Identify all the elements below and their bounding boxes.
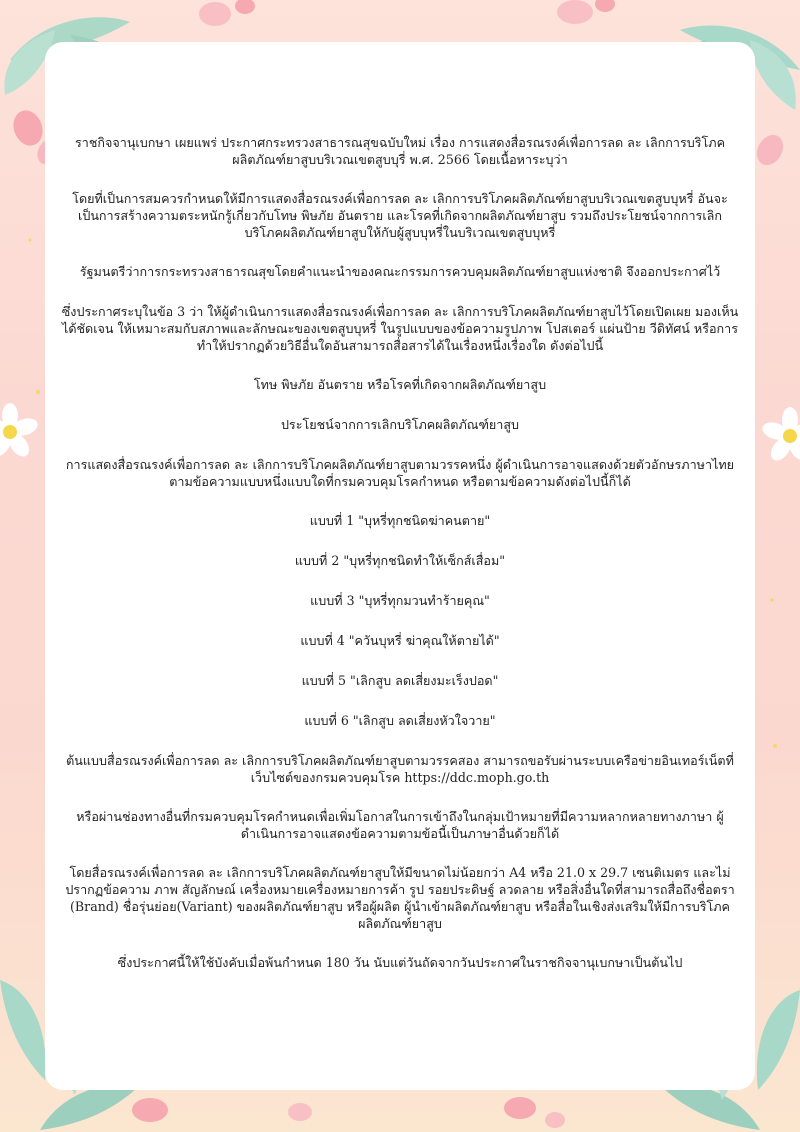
article-effective-date: ซึ่งประกาศนี้ให้ใช้บังคับเมื่อพ้นกำหนด 180 วัน นับแต่วันถัดจากวันประกาศในราชกิจจานุเบกษาเป็นต้นไป: [117, 955, 683, 970]
article-card: [45, 42, 755, 1090]
article-minister-statement: รัฐมนตรีว่าการกระทรวงสาธารณสุขโดยคำแนะนำของคณะกรรมการควบคุมผลิตภัณฑ์ยาสูบแห่งชาติ จึงออกประกาศไว้: [79, 264, 721, 279]
article-intro: ราชกิจจานุเบกษา เผยแพร่ ประกาศกระทรวงสาธารณสุขฉบับใหม่ เรื่อง การแสดงสื่อรณรงค์เพื่อการลด ละ เลิกการบริโภคผลิตภัณฑ์ยาสูบบริเวณเขตสูบบุรี่ พ.ศ. 2566 โดยเนื้อหาระบุว่า: [74, 135, 726, 167]
list-item-harms: โทษ พิษภัย อันตราย หรือโรคที่เกิดจากผลิตภัณฑ์ยาสูบ: [253, 377, 547, 392]
article-template-source: ต้นแบบสื่อรณรงค์เพื่อการลด ละ เลิกการบริโภคผลิตภัณฑ์ยาสูบตามวรรคสอง สามารถขอรับผ่านระบบเครือข่ายอินเทอร์เน็ตที่เว็บไซต์ของกรมควบคุมโรค https://ddc.moph.go.th: [66, 753, 734, 785]
message-option-4: แบบที่ 4 "ควันบุหรี่ ฆ่าคุณให้ตายได้": [300, 633, 500, 648]
message-option-3: แบบที่ 3 "บุหรี่ทุกมวนทำร้ายคุณ": [310, 593, 490, 608]
message-option-1: แบบที่ 1 "บุหรี่ทุกชนิดฆ่าคนตาย": [309, 513, 491, 528]
article-size-requirements: โดยสื่อรณรงค์เพื่อการลด ละ เลิกการบริโภคผลิตภัณฑ์ยาสูบให้มีขนาดไม่น้อยกว่า A4 หรือ 21.0 x 29.7 เซนติเมตร และไม่ปรากฏข้อความ ภาพ สัญลักษณ์ เครื่องหมายเครื่องหมายการค้า รูป รอยประดิษฐ์ ลวดลาย หรือสิ่งอื่นใดที่สามารถสื่อถึงชื่อตรา (Brand) ชื่อรุ่นย่อย(Variant) ของผลิตภัณฑ์ยาสูบ หรือผู้ผลิต ผู้นำเข้าผลิตภัณฑ์ยาสูบ หรือสื่อในเชิงส่งเสริมให้มีการบริโภคผลิตภัณฑ์ยาสูบ: [65, 865, 735, 931]
article-message-options: การแสดงสื่อรณรงค์เพื่อการลด ละ เลิกการบริโภคผลิตภัณฑ์ยาสูบตามวรรคหนึ่ง ผู้ดำเนินการอาจแสดงด้วยตัวอักษรภาษาไทยตามข้อความแบบหนึ่งแบบใดที่กรมควบคุมโรคกำหนด หรือตามข้อความดังต่อไปนี้ก็ได้: [65, 457, 735, 489]
article-other-channels: หรือผ่านช่องทางอื่นที่กรมควบคุมโรคกำหนดเพื่อเพิ่มโอกาสในการเข้าถึงในกลุ่มเป้าหมายที่มีความหลากหลายทางภาษา ผู้ดำเนินการอาจแสดงข้อความตามข้อนี้เป็นภาษาอื่นด้วยก็ได้: [76, 809, 724, 841]
daisy-right: [760, 407, 800, 464]
message-option-2: แบบที่ 2 "บุหรี่ทุกชนิดทำให้เซ็กส์เสื่อม": [294, 553, 506, 568]
daisy-left: [0, 403, 40, 460]
list-item-benefits: ประโยชน์จากการเลิกบริโภคผลิตภัณฑ์ยาสูบ: [280, 417, 520, 432]
message-option-6: แบบที่ 6 "เลิกสูบ ลดเสี่ยงหัวใจวาย": [304, 713, 496, 728]
article-rationale: โดยที่เป็นการสมควรกำหนดให้มีการแสดงสื่อรณรงค์เพื่อการลด ละ เลิกการบริโภคผลิตภัณฑ์ยาสูบบริเวณเขตสูบบุหรี่ อันจะเป็นการสร้างความตระหนักรู้เกี่ยวกับโทษ พิษภัย อันตราย และโรคที่เกิดจากผลิตภัณฑ์ยาสูบ รวมถึงประโยชน์จากการเลิกบริโภคผลิตภัณฑ์ยาสูบให้กับผู้สูบบุหรี่ในบริเวณเขตสูบบุหรี่: [72, 191, 728, 240]
article-clause-3: ซึ่งประกาศระบุในข้อ 3 ว่า ให้ผู้ดำเนินการแสดงสื่อรณรงค์เพื่อการลด ละ เลิกการบริโภคผลิตภัณฑ์ยาสูบไว้โดยเปิดเผย มองเห็นได้ชัดเจน ให้เหมาะสมกับสภาพและลักษณะของเขตสูบบุหรี่ ในรูปแบบของข้อความรูปภาพ โปสเตอร์ แผ่นป้าย วีดิทัศน์ หรือการทำให้ปรากฏด้วยวิธีอื่นใดอันสามารถสื่อสารได้ในเรื่องหนึ่งเรื่องใด ดังต่อไปนี้: [61, 304, 739, 353]
message-option-5: แบบที่ 5 "เลิกสูบ ลดเสี่ยงมะเร็งปอด": [301, 673, 499, 688]
